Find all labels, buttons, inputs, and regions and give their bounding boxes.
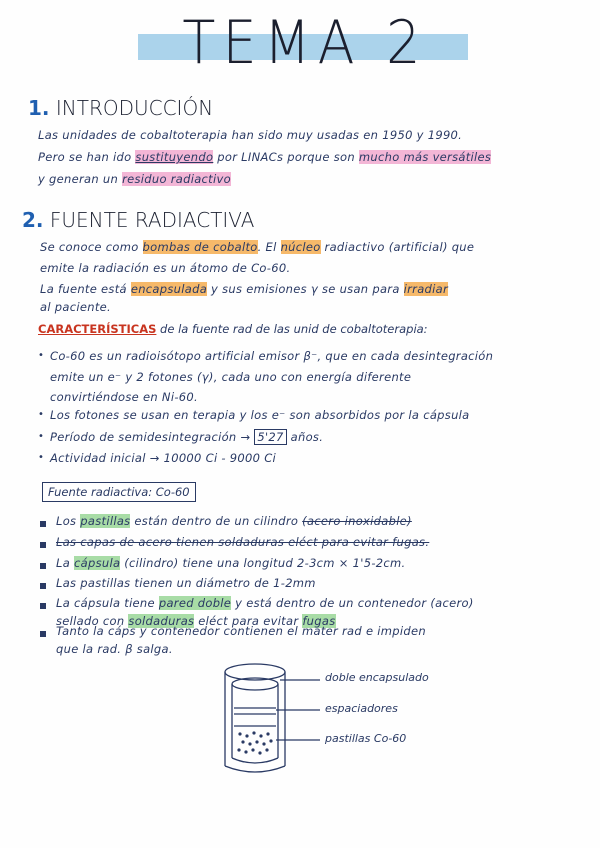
text: por LINACs porque son: [213, 150, 359, 164]
title-block: [130, 8, 480, 78]
square-item-4: Las pastillas tienen un diámetro de 1-2mm: [56, 576, 316, 590]
label-doble-encapsulado: doble encapsulado: [325, 671, 429, 684]
capsule-diagram: [210, 650, 470, 780]
highlight-fugas: fugas: [302, 614, 336, 628]
highlight-sustituyendo: sustituyendo: [135, 150, 214, 164]
text: Los: [56, 514, 81, 528]
label-pastillas: pastillas Co-60: [325, 732, 407, 745]
fuente-line-3: [40, 282, 448, 296]
text: La cápsula tiene: [56, 596, 159, 610]
square-item-5-line-1: [56, 596, 474, 610]
bullet-4: Actividad inicial → 10000 Ci - 9000 Ci: [50, 451, 277, 465]
highlight-encapsulada: encapsulada: [130, 282, 208, 296]
square-bullet: [40, 631, 46, 637]
fuente-line-1: [40, 240, 474, 254]
half-life-value: 5'27: [254, 429, 286, 445]
highlight-bombas: bombas de cobalto: [142, 240, 258, 254]
highlight-residuo: residuo radiactivo: [122, 172, 231, 186]
bullet-2: Los fotones se usan en terapia y los e⁻ son absorbidos por la cápsula: [50, 408, 470, 422]
text: de la fuente rad de las unid de cobaltoterapia:: [156, 322, 428, 336]
square-bullet: [40, 583, 46, 589]
bullet-1-line-2: emite un e⁻ y 2 fotones (γ), cada uno con energía diferente: [50, 370, 412, 384]
square-item-2-struck: Las capas de acero tienen soldaduras eléct para evitar fugas.: [56, 535, 430, 549]
text: . El: [257, 240, 281, 254]
text: y sus emisiones γ se usan para: [207, 282, 404, 296]
text: y está dentro de un contenedor (acero): [231, 596, 474, 610]
section-1-title: INTRODUCCIÓN: [55, 96, 214, 120]
bullet-3: [50, 430, 323, 444]
text: Pero se han ido: [38, 150, 136, 164]
square-item-1: [56, 514, 412, 528]
bullet-1-line-3: convirtiéndose en Ni-60.: [50, 390, 198, 404]
section-2-number: 2.: [22, 208, 44, 232]
square-item-6-line-1: Tanto la cáps y contenedor contienen el mater rad e impiden: [56, 624, 426, 638]
section-2-heading: [22, 208, 254, 232]
square-bullet: [40, 563, 46, 569]
fuente-box: Fuente radiactiva: Co-60: [42, 482, 196, 502]
text: sellado con: [56, 614, 129, 628]
section-2-title: FUENTE RADIACTIVA: [49, 208, 255, 232]
caracteristicas-label: CARACTERÍSTICAS: [38, 322, 157, 336]
intro-line-2: [38, 150, 491, 164]
highlight-versatiles: mucho más versátiles: [358, 150, 492, 164]
text: (cilindro) tiene una longitud 2-3cm × 1'5-2cm.: [120, 556, 406, 570]
square-item-6-line-2: que la rad. β salga.: [56, 642, 173, 656]
highlight-pastillas: pastillas: [80, 514, 131, 528]
bullet-1-line-1: Co-60 es un radioisótopo artificial emisor β⁻, que en cada desintegración: [50, 349, 494, 363]
text: La: [56, 556, 75, 570]
highlight-capsula: cápsula: [74, 556, 121, 570]
bullet-dot: •: [38, 350, 44, 361]
text: años.: [286, 430, 324, 444]
fuente-line-4: al paciente.: [40, 300, 111, 314]
bullet-dot: •: [38, 409, 44, 420]
square-item-3: [56, 556, 406, 570]
square-bullet: [40, 603, 46, 609]
highlight-nucleo: núcleo: [280, 240, 321, 254]
section-1-heading: [28, 96, 213, 120]
section-1-number: 1.: [28, 96, 50, 120]
square-bullet: [40, 521, 46, 527]
highlight-pared-doble: pared doble: [158, 596, 232, 610]
text: y generan un: [38, 172, 123, 186]
struck-text: (acero inoxidable): [302, 514, 412, 528]
label-espaciadores: espaciadores: [325, 702, 398, 715]
text: Se conoce como: [40, 240, 143, 254]
page-title: TEMA 2: [182, 8, 428, 78]
text: La fuente está: [40, 282, 131, 296]
text: Período de semidesintegración →: [50, 430, 255, 444]
text: eléct para evitar: [194, 614, 303, 628]
highlight-soldaduras: soldaduras: [128, 614, 195, 628]
intro-line-1: Las unidades de cobaltoterapia han sido muy usadas en 1950 y 1990.: [38, 128, 463, 142]
highlight-irradiar: irradiar: [403, 282, 449, 296]
fuente-line-2: emite la radiación es un átomo de Co-60.: [40, 261, 291, 275]
bullet-dot: •: [38, 431, 44, 442]
bullet-dot: •: [38, 452, 44, 463]
text: radiactivo (artificial) que: [320, 240, 475, 254]
square-bullet: [40, 542, 46, 548]
caracteristicas-line: [38, 322, 428, 336]
intro-line-3: [38, 172, 231, 186]
text: están dentro de un cilindro: [130, 514, 303, 528]
